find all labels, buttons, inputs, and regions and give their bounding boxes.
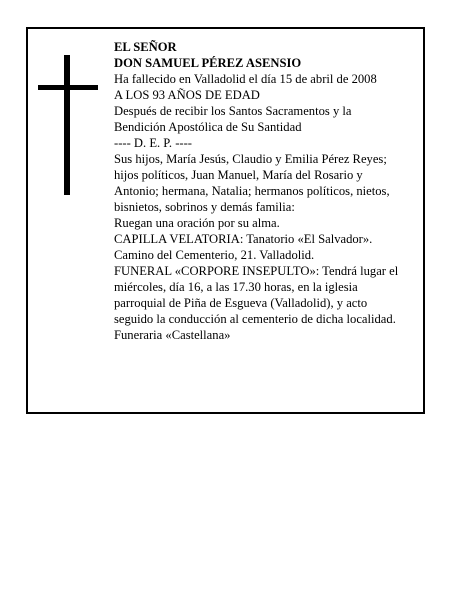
notice-line-blessing: Bendición Apostólica de Su Santidad: [114, 120, 302, 134]
notice-line-rip: ---- D. E. P. ----: [114, 136, 192, 150]
notice-line-family-4: bisnietos, sobrinos y demás familia:: [114, 200, 295, 214]
notice-line-family-3: Antonio; hermana, Natalia; hermanos políticos, nietos,: [114, 184, 390, 198]
notice-line-funeral-3: parroquial de Piña de Esgueva (Valladolid), y acto: [114, 296, 368, 310]
notice-line-sacraments: Después de recibir los Santos Sacramentos y la: [114, 104, 352, 118]
notice-line-death-date: Ha fallecido en Valladolid el día 15 de abril de 2008: [114, 72, 377, 86]
notice-title: EL SEÑOR: [114, 40, 177, 54]
notice-line-family-2: hijos políticos, Juan Manuel, María del Rosario y: [114, 168, 363, 182]
notice-line-chapel: CAPILLA VELATORIA: Tanatorio «El Salvador».: [114, 232, 373, 246]
cross-icon: [38, 55, 98, 195]
notice-line-funeral-4: seguido la conducción al cementerio de dicha localidad.: [114, 312, 396, 326]
notice-line-chapel-address: Camino del Cementerio, 21. Valladolid.: [114, 248, 315, 262]
deceased-name: DON SAMUEL PÉREZ ASENSIO: [114, 56, 302, 70]
obituary-text: [114, 39, 428, 343]
notice-line-funeral-home: Funeraria «Castellana»: [114, 328, 231, 342]
notice-line-funeral-1: FUNERAL «CORPORE INSEPULTO»: Tendrá lugar el: [114, 264, 399, 278]
notice-line-age: A LOS 93 AÑOS DE EDAD: [114, 88, 260, 102]
notice-line-funeral-2: miércoles, día 16, a las 17.30 horas, en la iglesia: [114, 280, 358, 294]
cross-vertical-bar: [64, 55, 70, 195]
cross-horizontal-bar: [38, 85, 98, 90]
notice-line-family-1: Sus hijos, María Jesús, Claudio y Emilia Pérez Reyes;: [114, 152, 387, 166]
notice-line-prayer: Ruegan una oración por su alma.: [114, 216, 280, 230]
